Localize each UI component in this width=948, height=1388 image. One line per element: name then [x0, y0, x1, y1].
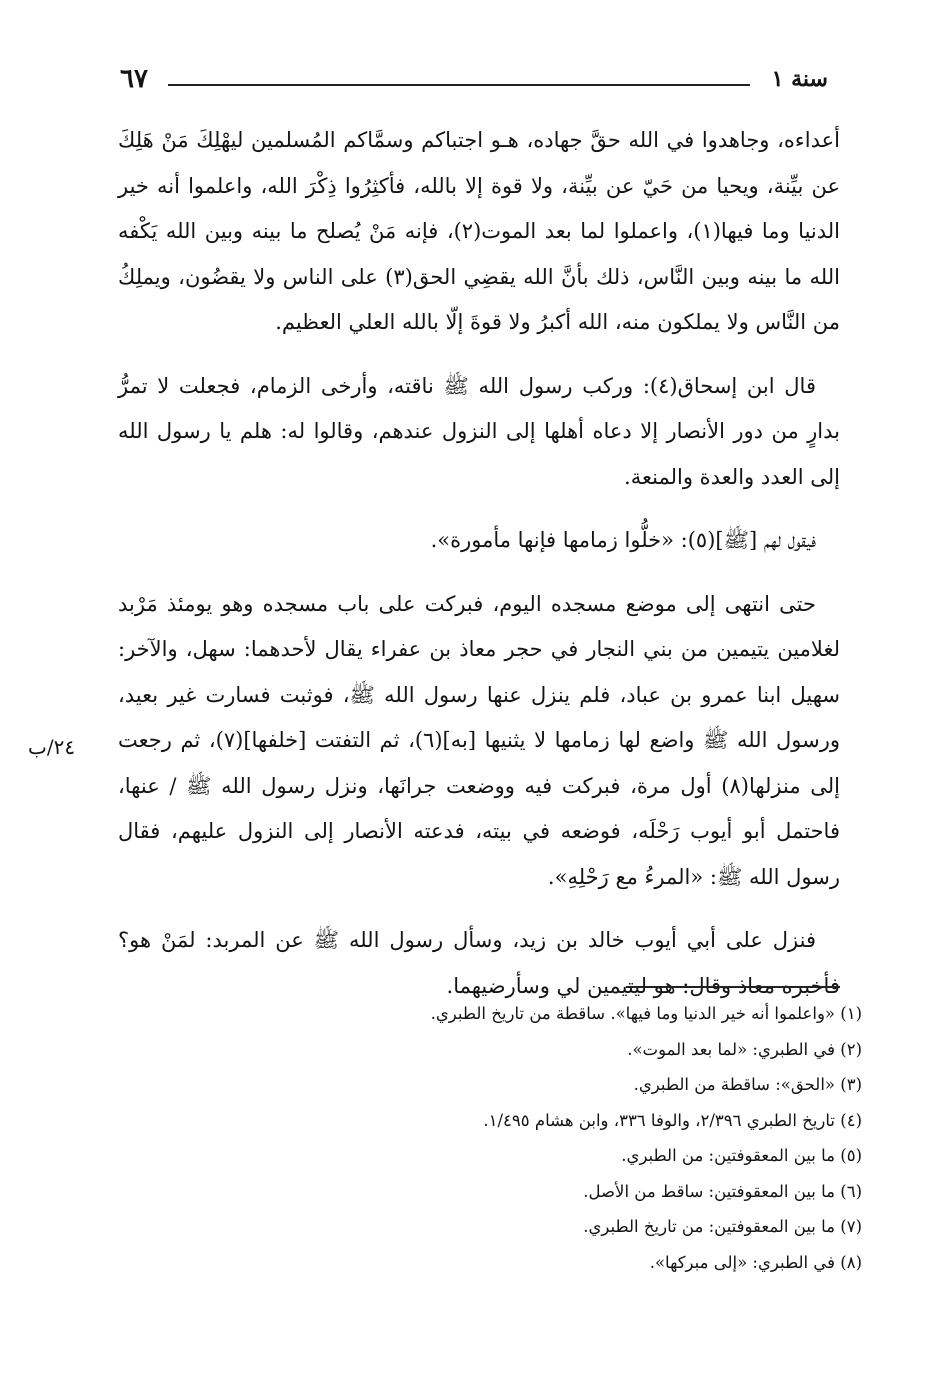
footnote-7: (٧) ما بين المعقوفتين: من تاريخ الطبري.	[583, 1217, 862, 1236]
running-header	[120, 62, 828, 102]
footnote-6: (٦) ما بين المعقوفتين: ساقط من الأصل.	[583, 1181, 862, 1201]
main-text	[118, 118, 840, 1027]
footnote-4: (٤) تاريخ الطبري ٢/٣٩٦، والوفا ٣٣٦، وابن هشام ١/٤٩٥.	[483, 1110, 862, 1130]
footnotes	[200, 996, 862, 1280]
paragraph-3: فيقول لهم [ﷺ](٥): «خلُّوا زمامها فإنها مأمورة».	[430, 528, 816, 552]
running-title: سنة ١	[771, 66, 828, 92]
page-number: ٦٧	[120, 64, 148, 94]
footnote-8: (٨) في الطبري: «إلى مبركها».	[649, 1252, 862, 1272]
paragraph-4: حتى انتهى إلى موضع مسجده اليوم، فبركت على باب مسجده وهو يومئذ مَرْبد لغلامين يتيمين من بني النجار في حجر معاذ بن عفراء يقال لأحدهما: سهل، والآخر: سهيل ابنا عمرو بن عباد، فلم ينزل عنها رسول الله ﷺ، فوثبت فسارت غير بعيد، ورسول الله ﷺ واضع لها زمامها لا يثنيها [به](٦)، ثم التفتت [خلفها](٧)، ثم رجعت إلى منزلها(٨) أول مرة، فبركت فيه ووضعت جرانَها، ونزل رسول الله ﷺ / عنها، فاحتمل أبو أيوب رَحْلَه، فوضعه في بيته، فدعته الأنصار إلى النزول عليهم، فقال رسول الله ﷺ: «المرءُ مع رَحْلِهِ».	[118, 591, 840, 889]
footnote-3: (٣) «الحق»: ساقطة من الطبري.	[633, 1075, 862, 1094]
footnote-5: (٥) ما بين المعقوفتين: من الطبري.	[621, 1146, 862, 1165]
paragraph-1: أعداءه، وجاهدوا في الله حقَّ جهاده، هـو اجتباكم وسمَّاكم المُسلمين ليهْلِكَ مَنْ هَلِكَ عن بيِّنة، ويحيا من حَيّ عن بيِّنة، ولا قوة إلا بالله، فأكثِرُوا ذِكْرَ الله، واعلموا أنه خير الدنيا وما فيها(١)، واعملوا لما بعد الموت(٢)، فإنه مَنْ يُصلح ما بينه وبين الله يَكْفه الله ما بينه وبين النَّاس، ذلك بأنَّ الله يقضِي الحق(٣) على الناس ولا يقضُون، ويملِكُ من النَّاس ولا يملكون منه، الله أكبرُ ولا قوةَ إلّا بالله العلي العظيم.	[118, 128, 841, 334]
footnote-2: (٢) في الطبري: «لما بعد الموت».	[627, 1039, 862, 1059]
footnote-1: (١) «واعلموا أنه خير الدنيا وما فيها». ساقطة من تاريخ الطبري.	[430, 1004, 862, 1023]
manuscript-folio-note: ٢٤/ب	[28, 735, 76, 759]
footnote-rule	[626, 986, 840, 988]
header-rule	[168, 84, 750, 86]
paragraph-5: فنزل على أبي أيوب خالد بن زيد، وسأل رسول الله ﷺ عن المربد: لمَنْ هو؟ فأخبره معاذ وقال: هو ليتيمين لي وسأرضيهما.	[118, 928, 840, 998]
paragraph-2: قال ابن إسحاق(٤): وركب رسول الله ﷺ ناقته، وأرخى الزمام، فجعلت لا تمرُّ بدارٍ من دور الأنصار إلا دعاه أهلها إلى النزول عندهم، وقالوا له: هلم يا رسول الله إلى العدد والعدة والمنعة.	[118, 373, 840, 489]
